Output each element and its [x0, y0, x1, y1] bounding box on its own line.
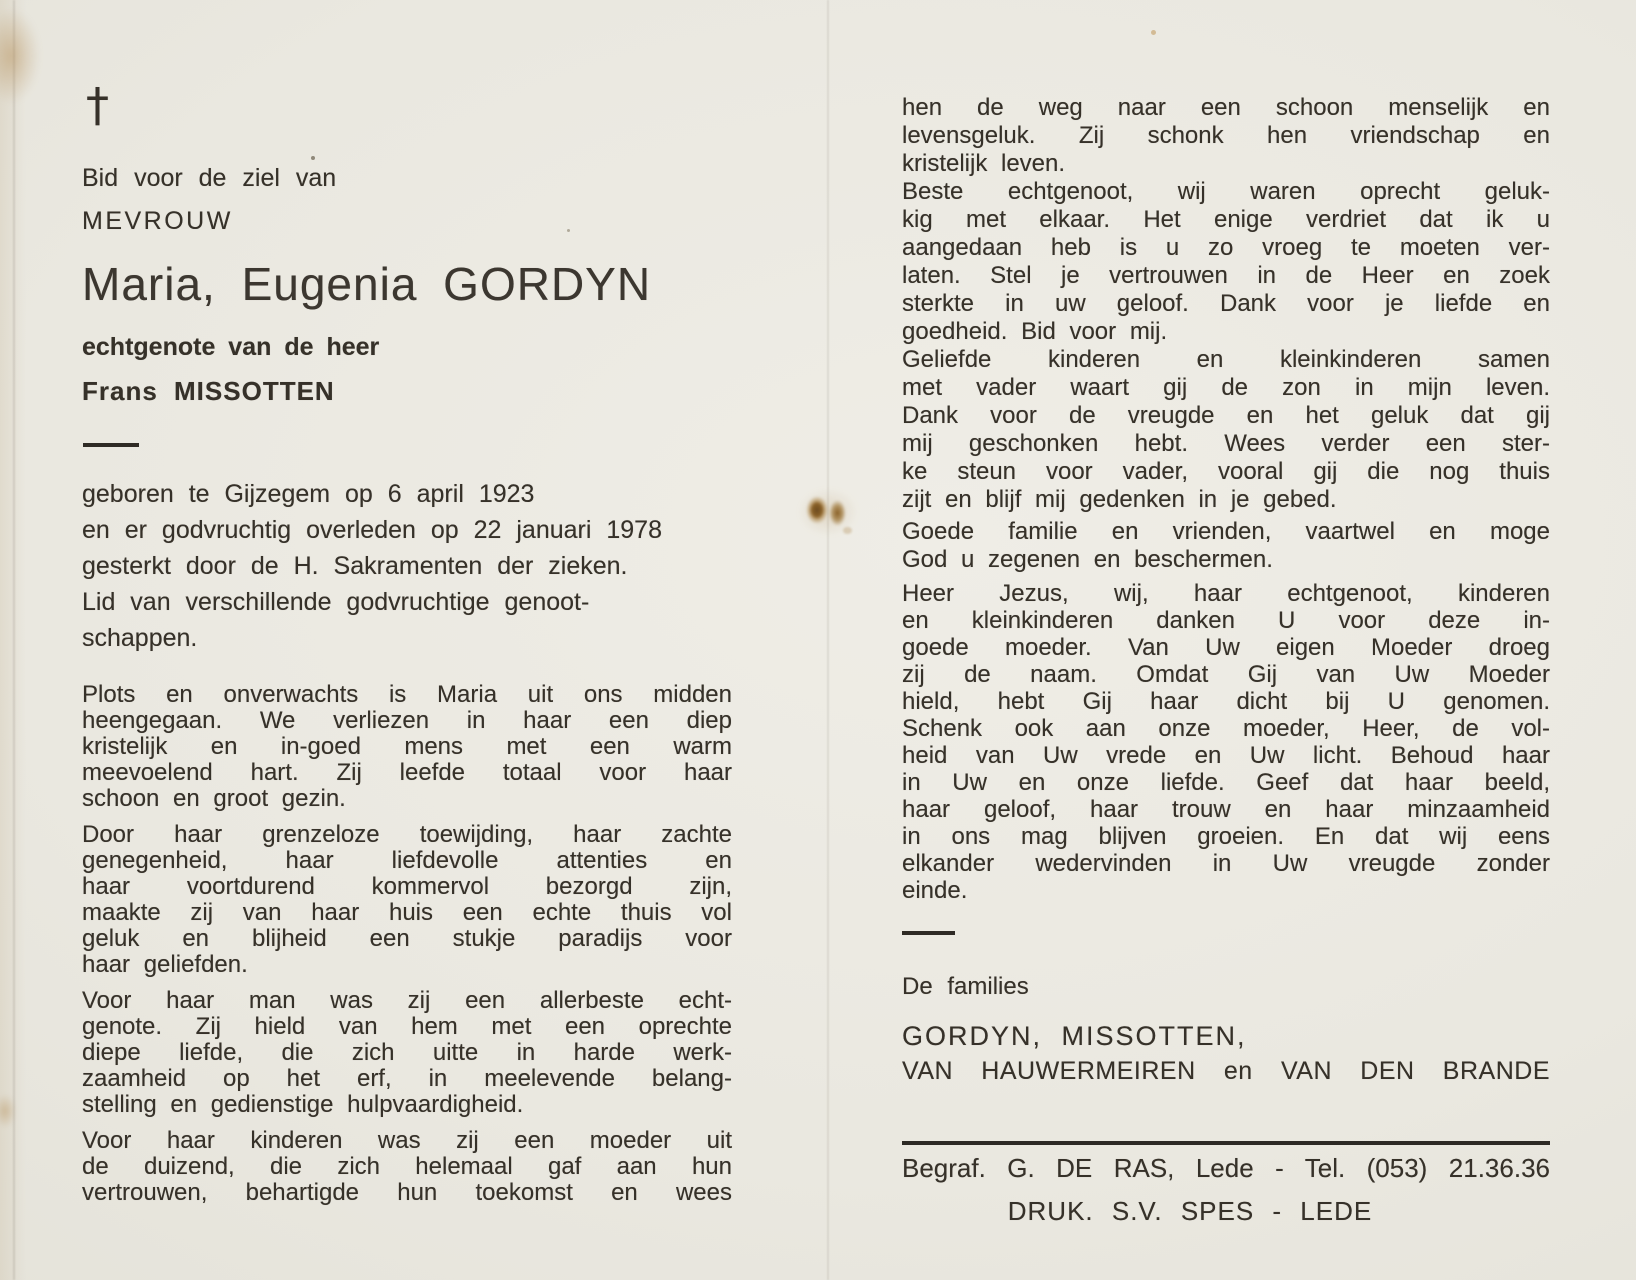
- text-line: Goede familie en vrienden, vaartwel en moge: [902, 518, 1550, 545]
- text-line: Lid van verschillende godvruchtige genoot-: [82, 588, 590, 616]
- paper-speck: [843, 527, 852, 534]
- text-line: Schenk ook aan onze moeder, Heer, de vol-: [902, 715, 1550, 742]
- text-line: geluk en blijheid een stukje paradijs voor: [82, 925, 732, 952]
- text-line: sterkte in uw geloof. Dank voor je liefde en: [902, 290, 1550, 317]
- text-line: haar geloof, haar trouw en haar minzaamheid: [902, 796, 1550, 823]
- footer-divider: [902, 1141, 1550, 1145]
- text-line: hield, hebt Gij haar dicht bij U genomen.: [902, 688, 1550, 715]
- families-names-line1: GORDYN, MISSOTTEN,: [902, 1021, 1247, 1051]
- prayer-intro: Bid voor de ziel van: [82, 164, 337, 192]
- text-line: kig met elkaar. Het enige verdriet dat ik u: [902, 206, 1550, 233]
- families-label: De families: [902, 973, 1029, 1000]
- stain-spot-right: [829, 500, 846, 526]
- undertaker-info: Begraf. G. DE RAS, Lede - Tel. (053) 21.36.36: [902, 1153, 1550, 1183]
- text-line: ke steun voor vader, vooral gij die nog thuis: [902, 458, 1550, 485]
- text-line: Plots en onverwachts is Maria uit ons midden: [82, 681, 732, 708]
- paragraph: [82, 1128, 732, 1206]
- stain-spot-left: [806, 496, 828, 524]
- text-line: stelling en gedienstige hulpvaardigheid.: [82, 1091, 524, 1118]
- paper-edge-line: [13, 0, 15, 1280]
- text-line: zij de naam. Omdat Gij van Uw Moeder: [902, 661, 1550, 688]
- cross-icon: †: [86, 78, 109, 132]
- text-line: schoon en groot gezin.: [82, 785, 346, 812]
- printer-info: DRUK. S.V. SPES - LEDE: [1007, 1196, 1373, 1226]
- text-line: einde.: [902, 877, 968, 904]
- spouse-intro: echtgenote van de heer: [82, 333, 380, 361]
- separator-dash: [83, 443, 139, 447]
- text-line: in Uw en onze liefde. Geef dat haar beeld,: [902, 769, 1550, 796]
- text-line: en er godvruchtig overleden op 22 januari 1978: [82, 516, 662, 544]
- life-events: [82, 476, 732, 656]
- text-line: elkander wedervinden in Uw vreugde zonder: [902, 850, 1550, 877]
- text-line: haar geliefden.: [82, 951, 248, 978]
- text-line: Geliefde kinderen en kleinkinderen samen: [902, 346, 1550, 373]
- text-line: God u zegenen en beschermen.: [902, 546, 1273, 573]
- paragraph: [902, 94, 1550, 178]
- deceased-name: Maria, Eugenia GORDYN: [82, 258, 652, 310]
- corner-stain: [0, 8, 40, 104]
- spouse-name: Frans MISSOTTEN: [82, 376, 335, 406]
- paragraph: [902, 346, 1550, 514]
- text-line: geboren te Gijzegem op 6 april 1923: [82, 480, 535, 508]
- center-fold-line: [827, 0, 829, 1280]
- text-line: mij geschonken hebt. Wees verder een ster-: [902, 430, 1550, 457]
- text-line: levensgeluk. Zij schonk hen vriendschap en: [902, 122, 1550, 149]
- text-line: in ons mag blijven groeien. En dat wij eens: [902, 823, 1550, 850]
- text-line: aangedaan heb is u zo vroeg te moeten ver-: [902, 234, 1550, 261]
- paragraph: [902, 178, 1550, 346]
- text-line: gesterkt door de H. Sakramenten der zieken.: [82, 552, 628, 580]
- text-line: haar voortdurend kommervol bezorgd zijn,: [82, 873, 732, 900]
- text-line: en kleinkinderen danken U voor deze in-: [902, 607, 1550, 634]
- text-line: diepe liefde, die zich uitte in harde werk-: [82, 1039, 732, 1066]
- text-line: schappen.: [82, 624, 198, 652]
- left-page: [82, 0, 732, 1280]
- separator-dash: [902, 931, 955, 935]
- paragraph: [82, 682, 732, 812]
- prayer-paragraphs: [902, 94, 1550, 904]
- text-line: genote. Zij hield van hem met een oprechte: [82, 1013, 732, 1040]
- text-line: Voor haar kinderen was zij een moeder uit: [82, 1127, 732, 1154]
- text-line: heid van Uw vrede en Uw licht. Behoud haar: [902, 742, 1550, 769]
- paragraph: [82, 822, 732, 978]
- text-line: Dank voor de vreugde en het geluk dat gij: [902, 402, 1550, 429]
- text-line: heengegaan. We verliezen in haar een diep: [82, 707, 732, 734]
- text-line: met vader waart gij de zon in mijn leven.: [902, 374, 1550, 401]
- paragraph: [82, 988, 732, 1118]
- text-line: de duizend, die zich helemaal gaf aan hun: [82, 1153, 732, 1180]
- text-line: kristelijk en in-goed mens met een warm: [82, 733, 732, 760]
- text-line: goedheid. Bid voor mij.: [902, 318, 1168, 345]
- text-line: vertrouwen, behartigde hun toekomst en wees: [82, 1179, 732, 1206]
- paragraph: [902, 580, 1550, 904]
- text-line: meevoelend hart. Zij leefde totaal voor haar: [82, 759, 732, 786]
- right-page: [902, 0, 1550, 1280]
- honorific: MEVROUW: [82, 207, 233, 235]
- text-line: Heer Jezus, wij, haar echtgenoot, kinderen: [902, 580, 1550, 607]
- text-line: zaamheid op het erf, in meelevende belang-: [82, 1065, 732, 1092]
- text-line: maakte zij van haar huis een echte thuis vol: [82, 899, 732, 926]
- text-line: goede moeder. Van Uw eigen Moeder droeg: [902, 634, 1550, 661]
- text-line: hen de weg naar een schoon menselijk en: [902, 94, 1550, 121]
- paragraph: [902, 518, 1550, 574]
- eulogy-paragraphs: [82, 682, 732, 1216]
- text-line: Beste echtgenoot, wij waren oprecht geluk-: [902, 178, 1550, 205]
- text-line: Voor haar man was zij een allerbeste echt-: [82, 987, 732, 1014]
- text-line: kristelijk leven.: [902, 150, 1066, 177]
- text-line: zijt en blijf mij gedenken in je gebed.: [902, 486, 1337, 513]
- text-line: Door haar grenzeloze toewijding, haar zachte: [82, 821, 732, 848]
- text-line: laten. Stel je vertrouwen in de Heer en zoek: [902, 262, 1550, 289]
- families-names-line2: VAN HAUWERMEIREN en VAN DEN BRANDE: [902, 1057, 1550, 1085]
- text-line: genegenheid, haar liefdevolle attenties en: [82, 847, 732, 874]
